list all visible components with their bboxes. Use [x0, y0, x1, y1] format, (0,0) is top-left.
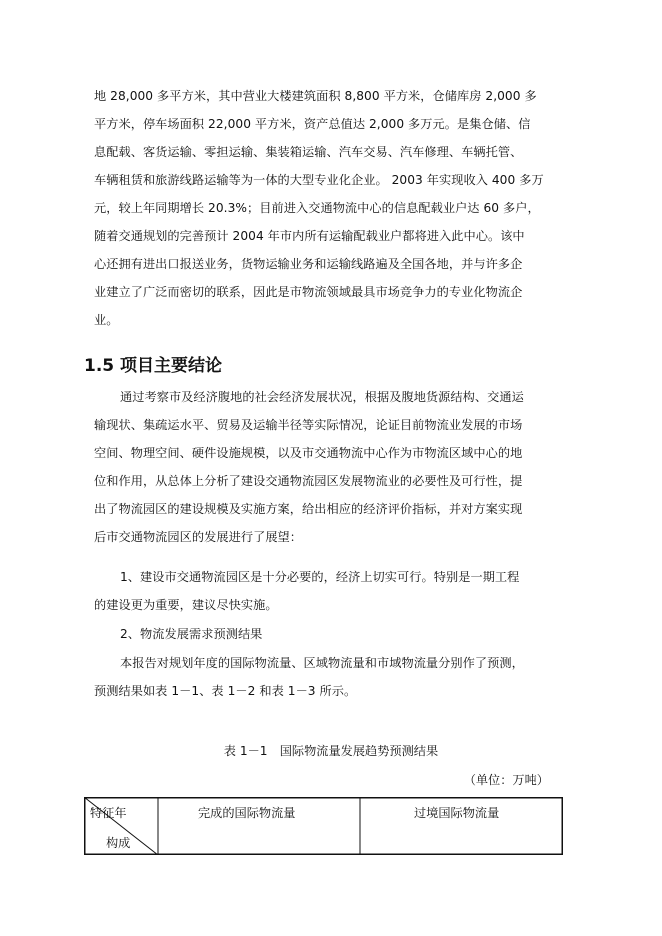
text-line: 后市交通物流园区的发展进行了展望： [94, 530, 303, 544]
text-line: 位和作用，从总体上分析了建设交通物流园区发展物流业的必要性及可行性，提 [94, 474, 523, 488]
text-line: 1、建设市交通物流园区是十分必要的，经济上切实可行。特别是一期工程 [120, 570, 520, 584]
text-line: 心还拥有进出口报送业务，货物运输业务和运输线路遍及全国各地，并与许多企 [94, 257, 523, 271]
text-line: 车辆租赁和旅游线路运输等为一体的大型专业化企业。 2003 年实现收入 400 多万 [94, 173, 544, 187]
column-header-transit: 过境国际物流量 [414, 806, 500, 820]
column-header-completed: 完成的国际物流量 [198, 806, 296, 820]
corner-header-top: 特征年 [90, 806, 127, 820]
text-line: 的建设更为重要，建议尽快实施。 [94, 598, 278, 612]
text-line: 预测结果如表 1－1、表 1－2 和表 1－3 所示。 [94, 684, 357, 698]
table-caption: 表 1－1 国际物流量发展趋势预测结果 [223, 744, 439, 758]
text-line: 输现状、集疏运水平、贸易及运输半径等实际情况，论证目前物流业发展的市场 [94, 418, 523, 432]
text-line: 随着交通规划的完善预计 2004 年市内所有运输配载业户都将进入此中心。该中 [94, 229, 525, 243]
text-line: 空间、物理空间、硬件设施规模，以及市交通物流中心作为市物流区域中心的地 [94, 446, 523, 460]
forecast-table [84, 797, 563, 855]
list-item-2: 2、物流发展需求预测结果 [120, 627, 263, 641]
text-line: 地 28,000 多平方米，其中营业大楼建筑面积 8,800 平方米，仓储库房 2,000 多 [94, 89, 537, 103]
text-line: 息配载、客货运输、零担运输、集装箱运输、汽车交易、汽车修理、车辆托管、 [94, 145, 523, 159]
table-unit: （单位：万吨） [463, 773, 549, 787]
text-line: 本报告对规划年度的国际物流量、区域物流量和市域物流量分别作了预测， [120, 656, 524, 670]
corner-header-bottom: 构成 [106, 836, 131, 850]
text-line: 业建立了广泛而密切的联系，因此是市物流领域最具市场竞争力的专业化物流企 [94, 285, 523, 299]
text-line: 出了物流园区的建设规模及实施方案，给出相应的经济评价指标，并对方案实现 [94, 502, 523, 516]
text-line: 平方米，停车场面积 22,000 平方米，资产总值达 2,000 多万元。是集仓储、信 [94, 117, 531, 131]
text-line: 业。 [94, 313, 119, 327]
section-heading: 1.5 项目主要结论 [84, 356, 223, 376]
text-line: 通过考察市及经济腹地的社会经济发展状况，根据及腹地货源结构、交通运 [120, 390, 524, 404]
text-line: 元，较上年同期增长 20.3%；目前进入交通物流中心的信息配载业户达 60 多户， [94, 201, 540, 215]
